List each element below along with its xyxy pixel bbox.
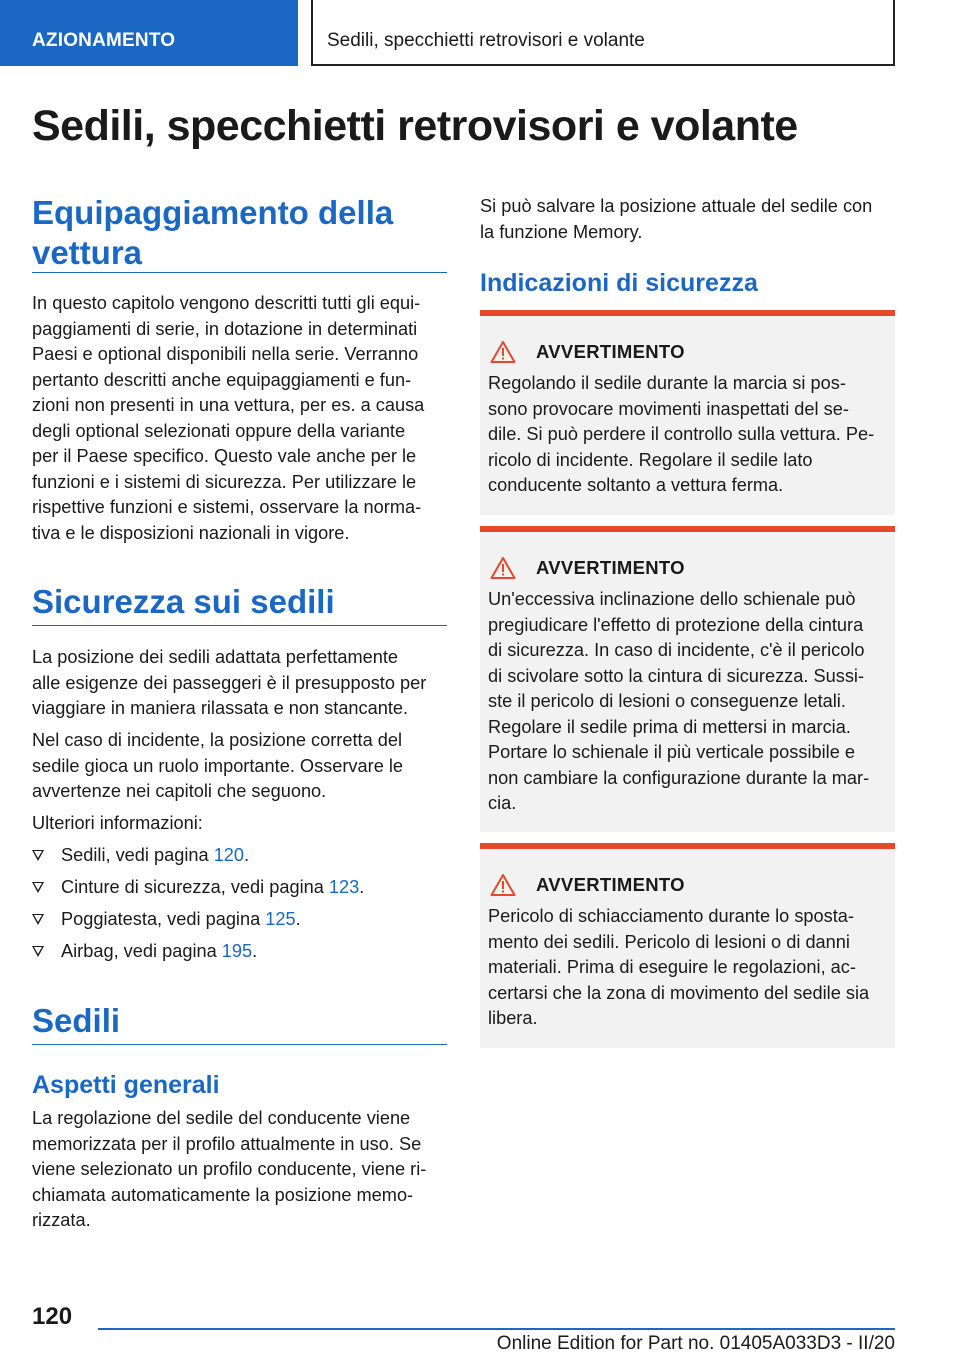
text-line: Paesi e optional disponibili nella serie. Verranno [32,344,419,364]
text-line: viaggiare in maniera rilassata e non stancante. [32,698,409,718]
warning-box [480,310,895,515]
text-line: funzioni e i sistemi di sicurezza. Per utilizzare le [32,471,417,492]
reference-list [32,843,447,971]
triangle-bullet-icon [32,850,44,861]
text-line: ste il pericolo di lesioni o conseguenze letali. [488,691,846,711]
text-line: chiamata automaticamente la posizione memo‐ [32,1184,414,1205]
text-line: In questo capitolo vengono descritti tutti gli equi‐ [32,293,421,313]
warning-triangle-icon [490,340,516,364]
warning-triangle-icon [490,873,516,897]
paragraph-equipment [32,291,452,546]
text-line: dile. Si può perdere il controllo sulla vettura. Pe‐ [488,424,875,444]
section-tab: AZIONAMENTO [0,0,298,66]
text-line: pregiudicare l'effetto di protezione della cintura [488,614,864,635]
warning-title: AVVERTIMENTO [536,874,685,895]
text-line: viene selezionato un profilo conducente, viene ri‐ [32,1159,427,1179]
warning-title: AVVERTIMENTO [536,557,685,578]
text-line: cia. [488,793,517,813]
ref-text: Poggiatesta, vedi pagina [61,909,266,929]
heading-seat-safety [32,582,447,626]
text-line: degli optional selezionati oppure della variante [32,420,406,441]
text-line: la funzione Memory. [480,221,643,242]
text-line: sono provocare movimenti inaspettati del se‐ [488,398,849,419]
warning-header [488,554,887,582]
text-line: pertanto descritti anche equipaggiamenti e fun‐ [32,369,412,390]
page-header [0,0,960,66]
text-line: mento dei sedili. Pericolo di lesioni o di danni [488,931,850,952]
ref-suffix: . [252,941,258,961]
warning-triangle-icon [490,556,516,580]
text-line: alle esigenze dei passeggeri è il presupposto per [32,672,427,693]
text-line: Regolando il sedile durante la marcia si pos‐ [488,373,846,393]
text-line: avvertenze nei capitoli che seguono. [32,781,327,801]
chapter-title: Sedili, specchietti retrovisori e volante [311,0,895,66]
text-line: ricolo di incidente. Regolare il sedile lato [488,449,813,470]
edition-info: Online Edition for Part no. 01405A033D3 - II/20 [496,1333,895,1354]
page-link[interactable]: 123 [328,877,360,897]
heading-seats [32,1001,447,1045]
warning-text [488,371,892,499]
text-line: materiali. Prima di eseguire le regolazioni, ac‐ [488,957,856,977]
list-item [32,939,447,971]
text-line: La posizione dei sedili adattata perfettamente [32,647,399,667]
page-link[interactable]: 125 [265,909,296,929]
ref-text: Airbag, vedi pagina [61,941,222,961]
triangle-bullet-icon [32,914,44,925]
text-line: libera. [488,1008,538,1028]
page-title: Sedili, specchietti retrovisori e volante [32,102,798,150]
page-link[interactable]: 120 [213,845,245,865]
heading-seats-text: Sedili [32,1002,121,1039]
text-line: di sicurezza. In caso di incidente, c'è il pericolo [488,640,865,660]
heading-seat-safety-text: Sicurezza sui sedili [32,583,335,620]
paragraph-seat-safety-2 [32,728,452,805]
page-link[interactable]: 195 [221,941,253,961]
more-info-label: Ulteriori informazioni: [32,813,203,833]
paragraph-memory [480,194,900,245]
paragraph-seat-safety-1 [32,645,452,722]
heading-equipment [32,193,447,273]
triangle-bullet-icon [32,946,44,957]
footer-divider [98,1328,895,1330]
ref-text: Sedili, vedi pagina [61,845,214,865]
text-line: sedile gioca un ruolo importante. Osservare le [32,755,404,776]
text-line: La regolazione del sedile del conducente viene [32,1108,411,1128]
text-line: Nel caso di incidente, la posizione corretta del [32,730,403,750]
text-line: Un'eccessiva inclinazione dello schienale può [488,589,856,609]
heading-equipment-text: Equipaggiamento della vettura [32,194,394,271]
text-line: Si può salvare la posizione attuale del sedile con [480,196,873,216]
text-line: Pericolo di schiacciamento durante lo sposta‐ [488,906,854,926]
warning-title: AVVERTIMENTO [536,341,685,362]
text-line: Portare lo schienale il più verticale possibile e [488,742,855,762]
text-line: zioni non presenti in una vettura, per es. a causa [32,395,425,415]
ref-text: Cinture di sicurezza, vedi pagina [61,877,329,897]
text-line: Regolare il sedile prima di mettersi in marcia. [488,716,851,737]
warning-header [488,871,887,899]
warning-box [480,843,895,1048]
paragraph-general [32,1106,452,1234]
text-line: per il Paese specifico. Questo vale anche per le [32,446,417,466]
text-line: memorizzata per il profilo attualmente in uso. Se [32,1133,422,1154]
warning-text [488,904,892,1032]
text-line: conducente soltanto a vettura ferma. [488,475,784,495]
text-line: paggiamenti di serie, in dotazione in determinati [32,318,418,339]
ref-suffix: . [295,909,301,929]
warning-box [480,526,895,832]
text-line: tiva e le disposizioni nazionali in vigore. [32,522,350,543]
warning-text [488,587,892,817]
text-line: di scivolare sotto la cintura di sicurezza. Sussi‐ [488,665,865,686]
list-item [32,875,447,907]
ref-suffix: . [244,845,250,865]
text-line: rizzata. [32,1210,91,1230]
text-line: certarsi che la zona di movimento del sedile sia [488,982,870,1003]
triangle-bullet-icon [32,882,44,893]
list-item [32,907,447,939]
ref-suffix: . [359,877,365,897]
heading-safety-notes: Indicazioni di sicurezza [480,269,758,297]
text-line: rispettive funzioni e sistemi, osservare la norma‐ [32,497,422,517]
warning-header [488,338,887,366]
text-line: non cambiare la configurazione durante la mar‐ [488,767,870,788]
page-number: 120 [32,1303,73,1330]
list-item [32,843,447,875]
heading-general: Aspetti generali [32,1071,220,1099]
